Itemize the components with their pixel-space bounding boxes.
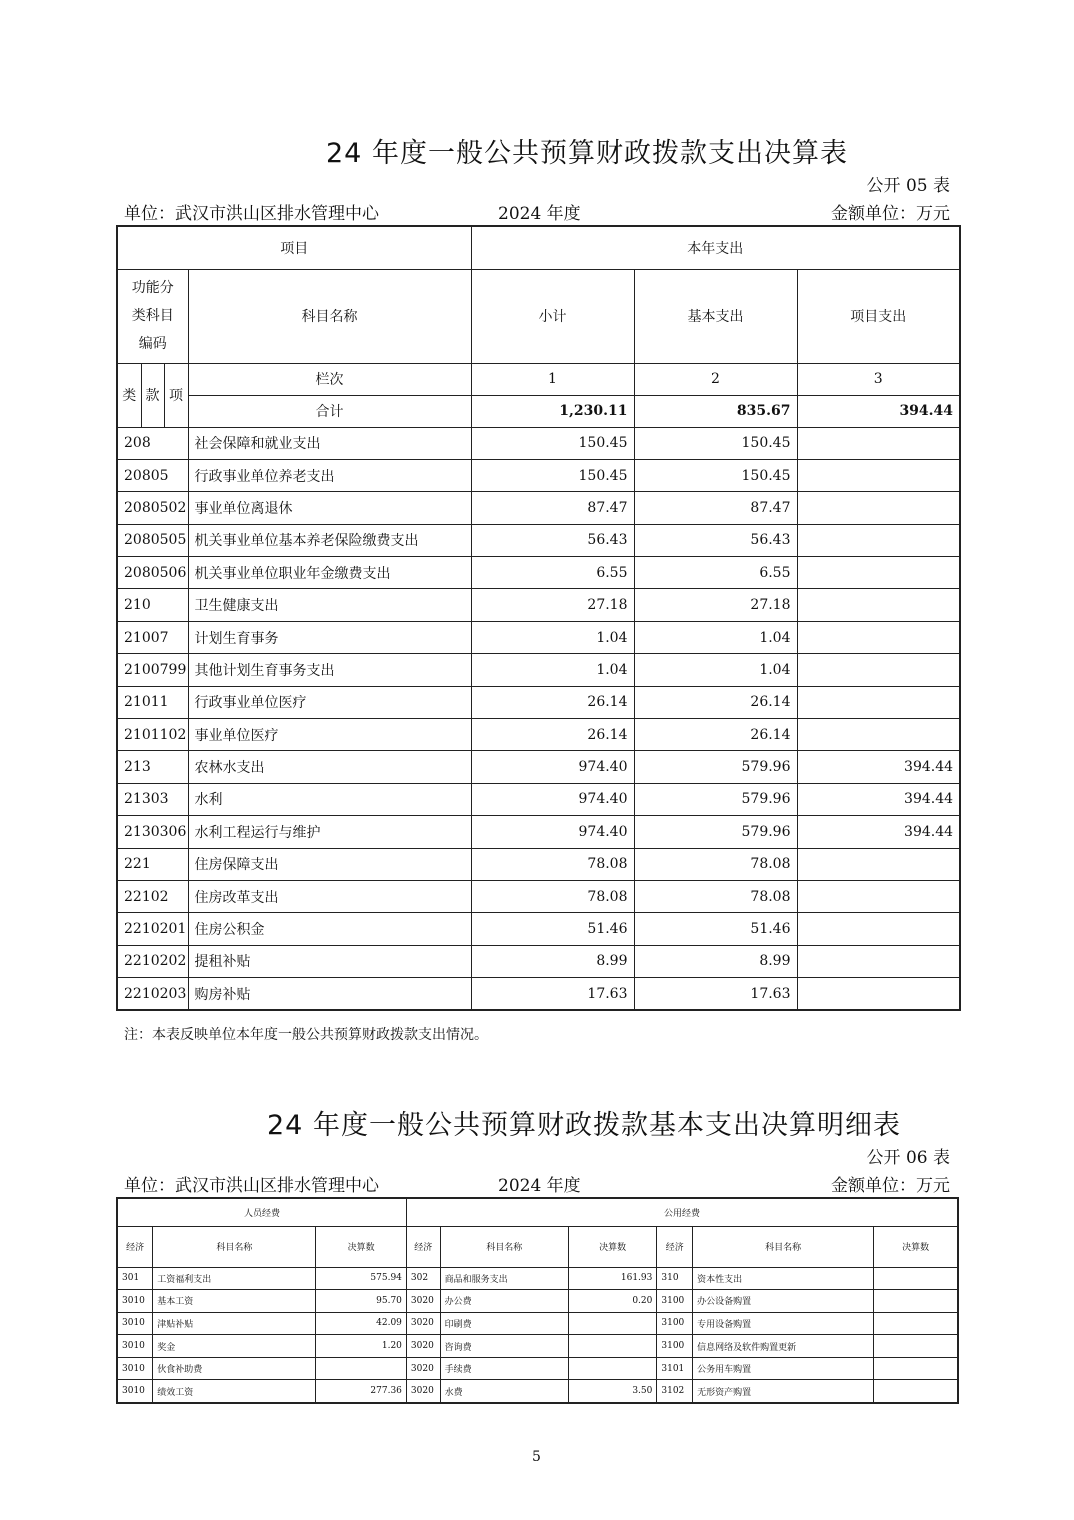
row-name: 事业单位离退休 — [188, 492, 471, 524]
row-code: 2101102 — [117, 719, 188, 751]
header-subject-1: 科目名称 — [153, 1226, 316, 1267]
table-row — [117, 459, 960, 491]
table1 — [116, 225, 961, 1011]
total-basic: 835.67 — [634, 395, 797, 427]
table-row — [117, 978, 960, 1010]
row-item — [797, 492, 960, 524]
personnel-name: 工资福利支出 — [153, 1267, 316, 1290]
capital-name: 办公设备购置 — [693, 1290, 874, 1313]
personnel-amount: 95.70 — [316, 1290, 407, 1313]
row-code: 2210202 — [117, 945, 188, 977]
personnel-code: 3010 — [117, 1380, 153, 1403]
personnel-code: 3010 — [117, 1312, 153, 1335]
header-item: 项目支出 — [797, 269, 960, 363]
row-item — [797, 880, 960, 912]
row-basic: 56.43 — [634, 524, 797, 556]
public-name: 商品和服务支出 — [440, 1267, 568, 1290]
row-basic: 579.96 — [634, 816, 797, 848]
personnel-name: 绩效工资 — [153, 1380, 316, 1403]
capital-name: 资本性支出 — [693, 1267, 874, 1290]
row-item — [797, 524, 960, 556]
row-basic: 78.08 — [634, 880, 797, 912]
capital-amount — [874, 1357, 958, 1380]
row-code: 210 — [117, 589, 188, 621]
personnel-name: 津贴补贴 — [153, 1312, 316, 1335]
row-code: 213 — [117, 751, 188, 783]
row-code: 2080506 — [117, 557, 188, 589]
row-item — [797, 459, 960, 491]
public-amount: 0.20 — [568, 1290, 656, 1313]
table-row — [117, 524, 960, 556]
table-row — [117, 1312, 958, 1335]
header-public: 公用经费 — [406, 1198, 958, 1226]
table-row — [117, 945, 960, 977]
row-name: 住房公积金 — [188, 913, 471, 945]
row-name: 行政事业单位医疗 — [188, 686, 471, 718]
table2-title: 24 年度一般公共预算财政拨款基本支出决算明细表 — [267, 1110, 901, 1141]
row-name: 事业单位医疗 — [188, 719, 471, 751]
table-row — [117, 913, 960, 945]
header-function-code-line2: 类科目 — [131, 308, 174, 324]
row-subtotal: 974.40 — [471, 751, 634, 783]
capital-name: 信息网络及软件购置更新 — [693, 1335, 874, 1358]
row-name: 计划生育事务 — [188, 621, 471, 653]
row-subtotal: 6.55 — [471, 557, 634, 589]
header-column: 栏次 — [188, 363, 471, 395]
row-code: 2080502 — [117, 492, 188, 524]
row-subtotal: 1.04 — [471, 654, 634, 686]
header-amount-2: 决算数 — [568, 1226, 656, 1267]
personnel-name: 奖金 — [153, 1335, 316, 1358]
public-code: 302 — [406, 1267, 440, 1290]
table1-unit: 单位：武汉市洪山区排水管理中心 — [124, 204, 379, 224]
public-code: 3020 — [406, 1380, 440, 1403]
header-econ-1: 经济 — [117, 1226, 153, 1267]
capital-amount — [874, 1267, 958, 1290]
row-subtotal: 78.08 — [471, 880, 634, 912]
row-code: 21007 — [117, 621, 188, 653]
header-lei: 类 — [117, 363, 141, 427]
row-subtotal: 974.40 — [471, 816, 634, 848]
row-basic: 27.18 — [634, 589, 797, 621]
total-item: 394.44 — [797, 395, 960, 427]
table1-code: 公开 05 表 — [866, 176, 950, 196]
table-row — [117, 492, 960, 524]
total-label: 合计 — [188, 395, 471, 427]
row-code: 2210201 — [117, 913, 188, 945]
row-name: 机关事业单位职业年金缴费支出 — [188, 557, 471, 589]
header-personnel: 人员经费 — [117, 1198, 406, 1226]
row-item — [797, 621, 960, 653]
row-subtotal: 974.40 — [471, 783, 634, 815]
row-subtotal: 1.04 — [471, 621, 634, 653]
header-project: 项目 — [117, 226, 471, 269]
capital-name: 公务用车购置 — [693, 1357, 874, 1380]
public-code: 3020 — [406, 1335, 440, 1358]
capital-code: 3100 — [657, 1335, 693, 1358]
row-basic: 150.45 — [634, 459, 797, 491]
header-subject-2: 科目名称 — [440, 1226, 568, 1267]
row-basic: 8.99 — [634, 945, 797, 977]
capital-amount — [874, 1335, 958, 1358]
public-name: 印刷费 — [440, 1312, 568, 1335]
table-row — [117, 686, 960, 718]
row-item — [797, 557, 960, 589]
total-subtotal: 1,230.11 — [471, 395, 634, 427]
table-row — [117, 1357, 958, 1380]
row-item — [797, 913, 960, 945]
capital-code: 3101 — [657, 1357, 693, 1380]
header-subject-name: 科目名称 — [188, 269, 471, 363]
row-subtotal: 150.45 — [471, 459, 634, 491]
table-row — [117, 1267, 958, 1290]
header-basic: 基本支出 — [634, 269, 797, 363]
table1-note: 注：本表反映单位本年度一般公共预算财政拨款支出情况。 — [124, 1027, 488, 1043]
table-row — [117, 1335, 958, 1358]
row-item: 394.44 — [797, 783, 960, 815]
row-item — [797, 654, 960, 686]
row-name: 农林水支出 — [188, 751, 471, 783]
row-code: 21011 — [117, 686, 188, 718]
header-amount-3: 决算数 — [874, 1226, 958, 1267]
row-name: 行政事业单位养老支出 — [188, 459, 471, 491]
header-subject-3: 科目名称 — [693, 1226, 874, 1267]
row-basic: 17.63 — [634, 978, 797, 1010]
header-econ-2: 经济 — [406, 1226, 440, 1267]
row-code: 21303 — [117, 783, 188, 815]
capital-name: 无形资产购置 — [693, 1380, 874, 1403]
row-name: 社会保障和就业支出 — [188, 427, 471, 459]
row-name: 水利 — [188, 783, 471, 815]
table-row — [117, 816, 960, 848]
personnel-code: 3010 — [117, 1335, 153, 1358]
public-name: 水费 — [440, 1380, 568, 1403]
row-subtotal: 8.99 — [471, 945, 634, 977]
row-basic: 51.46 — [634, 913, 797, 945]
col-num-1: 1 — [471, 363, 634, 395]
row-name: 水利工程运行与维护 — [188, 816, 471, 848]
public-name: 手续费 — [440, 1357, 568, 1380]
public-amount — [568, 1335, 656, 1358]
personnel-code: 301 — [117, 1267, 153, 1290]
row-subtotal: 26.14 — [471, 686, 634, 718]
row-code: 20805 — [117, 459, 188, 491]
header-econ-3: 经济 — [657, 1226, 693, 1267]
row-code: 2100799 — [117, 654, 188, 686]
row-item — [797, 589, 960, 621]
capital-amount — [874, 1380, 958, 1403]
capital-code: 310 — [657, 1267, 693, 1290]
row-code: 2130306 — [117, 816, 188, 848]
row-code: 208 — [117, 427, 188, 459]
row-item — [797, 427, 960, 459]
table-row — [117, 848, 960, 880]
page-number: 5 — [532, 1449, 541, 1465]
public-amount — [568, 1312, 656, 1335]
table1-currency: 金额单位：万元 — [831, 204, 950, 224]
header-function-code — [117, 269, 188, 363]
public-code: 3020 — [406, 1290, 440, 1313]
personnel-amount: 42.09 — [316, 1312, 407, 1335]
row-subtotal: 87.47 — [471, 492, 634, 524]
personnel-name: 基本工资 — [153, 1290, 316, 1313]
table2-code: 公开 06 表 — [866, 1148, 950, 1168]
public-name: 办公费 — [440, 1290, 568, 1313]
table2-unit: 单位：武汉市洪山区排水管理中心 — [124, 1176, 379, 1196]
header-function-code-line1: 功能分 — [131, 280, 174, 296]
table-row — [117, 880, 960, 912]
row-code: 221 — [117, 848, 188, 880]
public-amount: 161.93 — [568, 1267, 656, 1290]
col-num-3: 3 — [797, 363, 960, 395]
row-basic: 78.08 — [634, 848, 797, 880]
personnel-amount: 277.36 — [316, 1380, 407, 1403]
public-amount — [568, 1357, 656, 1380]
row-subtotal: 27.18 — [471, 589, 634, 621]
header-function-code-line3: 编码 — [138, 336, 167, 352]
table-row — [117, 621, 960, 653]
capital-code: 3102 — [657, 1380, 693, 1403]
capital-amount — [874, 1290, 958, 1313]
header-xiang: 项 — [164, 363, 188, 427]
table2-currency: 金额单位：万元 — [831, 1176, 950, 1196]
table-row — [117, 654, 960, 686]
row-basic: 26.14 — [634, 719, 797, 751]
row-name: 住房保障支出 — [188, 848, 471, 880]
capital-name: 专用设备购置 — [693, 1312, 874, 1335]
table-row — [117, 1290, 958, 1313]
row-code: 2210203 — [117, 978, 188, 1010]
row-basic: 26.14 — [634, 686, 797, 718]
row-item: 394.44 — [797, 751, 960, 783]
table1-title: 24 年度一般公共预算财政拨款支出决算表 — [326, 138, 848, 169]
table-row — [117, 783, 960, 815]
row-basic: 1.04 — [634, 654, 797, 686]
row-name: 卫生健康支出 — [188, 589, 471, 621]
row-item — [797, 719, 960, 751]
row-code: 2080505 — [117, 524, 188, 556]
capital-code: 3100 — [657, 1312, 693, 1335]
row-name: 机关事业单位基本养老保险缴费支出 — [188, 524, 471, 556]
row-subtotal: 17.63 — [471, 978, 634, 1010]
table-row — [117, 427, 960, 459]
col-num-2: 2 — [634, 363, 797, 395]
row-item: 394.44 — [797, 816, 960, 848]
personnel-code: 3010 — [117, 1357, 153, 1380]
personnel-amount: 575.94 — [316, 1267, 407, 1290]
table2 — [116, 1197, 959, 1404]
personnel-code: 3010 — [117, 1290, 153, 1313]
table1-year: 2024 年度 — [498, 204, 581, 224]
row-name: 其他计划生育事务支出 — [188, 654, 471, 686]
row-subtotal: 26.14 — [471, 719, 634, 751]
row-item — [797, 945, 960, 977]
row-subtotal: 150.45 — [471, 427, 634, 459]
row-item — [797, 978, 960, 1010]
row-name: 购房补贴 — [188, 978, 471, 1010]
header-current-year: 本年支出 — [471, 226, 960, 269]
public-amount: 3.50 — [568, 1380, 656, 1403]
row-basic: 150.45 — [634, 427, 797, 459]
table-row — [117, 719, 960, 751]
row-subtotal: 51.46 — [471, 913, 634, 945]
row-basic: 87.47 — [634, 492, 797, 524]
personnel-name: 伙食补助费 — [153, 1357, 316, 1380]
row-basic: 579.96 — [634, 751, 797, 783]
row-name: 住房改革支出 — [188, 880, 471, 912]
row-item — [797, 686, 960, 718]
row-subtotal: 78.08 — [471, 848, 634, 880]
header-amount-1: 决算数 — [316, 1226, 407, 1267]
header-subtotal: 小计 — [471, 269, 634, 363]
row-code: 22102 — [117, 880, 188, 912]
row-subtotal: 56.43 — [471, 524, 634, 556]
table-row — [117, 589, 960, 621]
public-name: 咨询费 — [440, 1335, 568, 1358]
personnel-amount: 1.20 — [316, 1335, 407, 1358]
row-basic: 1.04 — [634, 621, 797, 653]
row-name: 提租补贴 — [188, 945, 471, 977]
row-basic: 6.55 — [634, 557, 797, 589]
table-row — [117, 557, 960, 589]
public-code: 3020 — [406, 1357, 440, 1380]
capital-code: 3100 — [657, 1290, 693, 1313]
row-basic: 579.96 — [634, 783, 797, 815]
personnel-amount — [316, 1357, 407, 1380]
capital-amount — [874, 1312, 958, 1335]
header-kuan: 款 — [141, 363, 164, 427]
public-code: 3020 — [406, 1312, 440, 1335]
table-row — [117, 751, 960, 783]
row-item — [797, 848, 960, 880]
table-row — [117, 1380, 958, 1403]
table2-year: 2024 年度 — [498, 1176, 581, 1196]
